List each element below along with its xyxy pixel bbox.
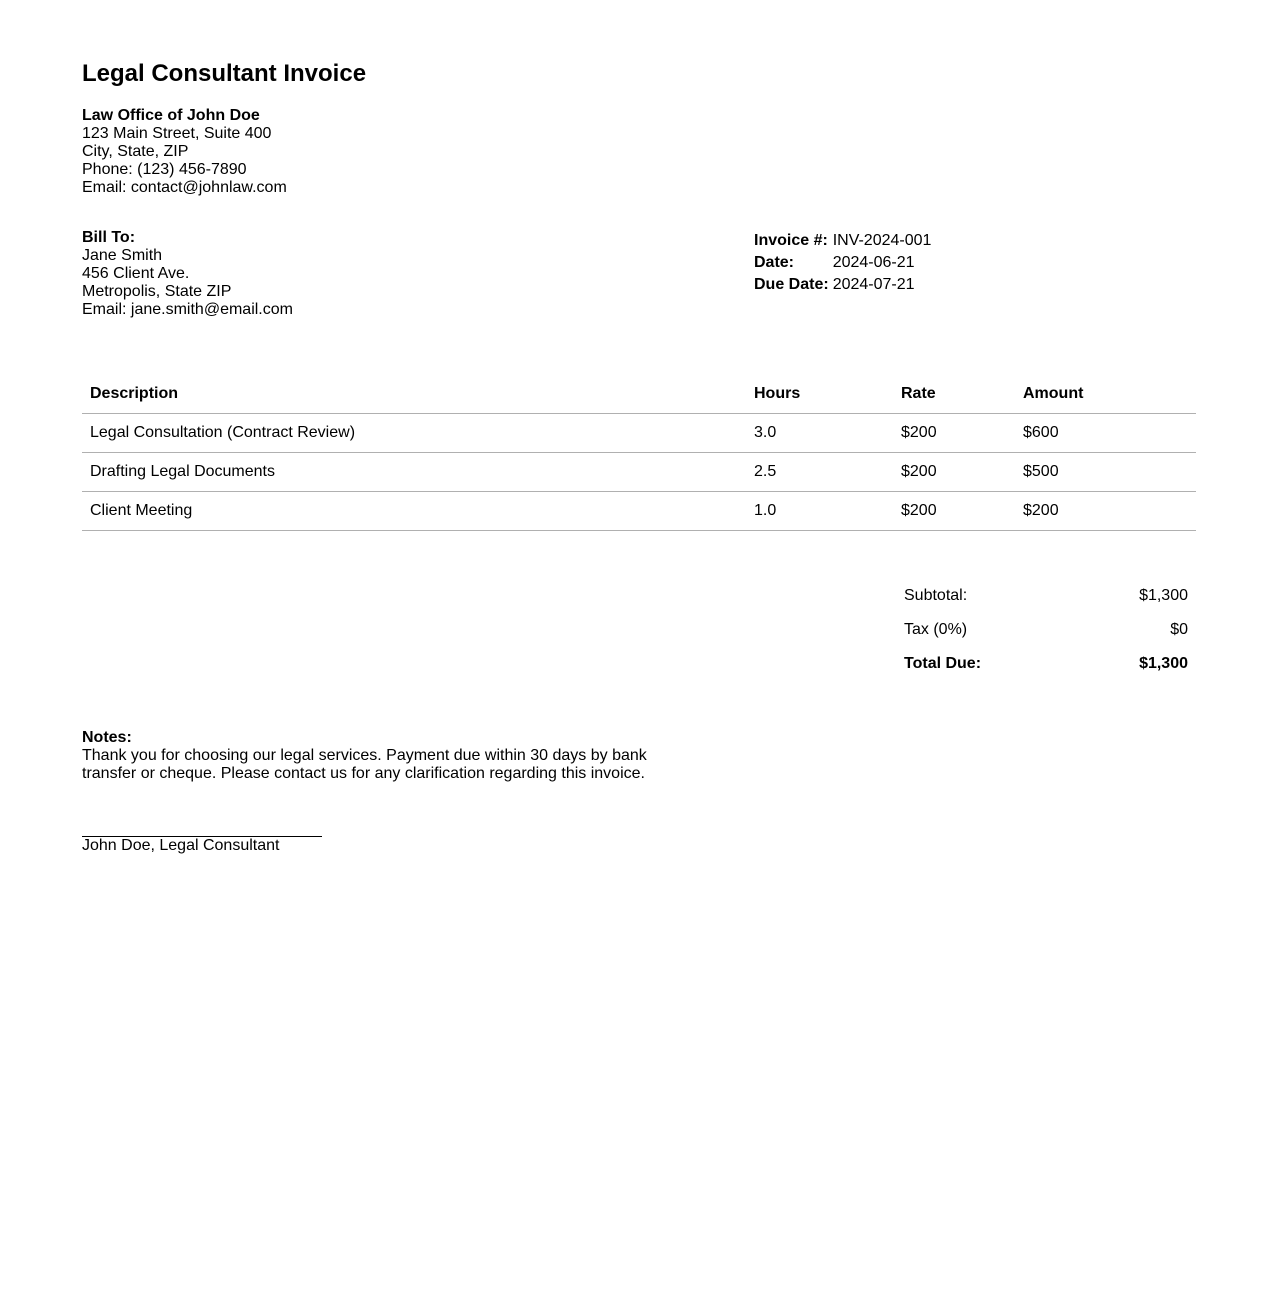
item-rate: $200	[893, 414, 1015, 453]
firm-email: Email: contact@johnlaw.com	[82, 179, 287, 196]
firm-address-line2: City, State, ZIP	[82, 143, 189, 160]
invoice-date-row	[754, 252, 931, 274]
signature-name: John Doe, Legal Consultant	[82, 837, 280, 854]
table-row	[82, 414, 1196, 453]
firm-info	[82, 107, 287, 197]
totals-table	[896, 579, 1196, 681]
item-amount: $500	[1015, 453, 1196, 492]
client-email: Email: jane.smith@email.com	[82, 301, 293, 318]
tax-label: Tax (0%)	[904, 621, 968, 638]
total-due-label: Total Due:	[904, 655, 982, 672]
signature-block	[82, 820, 322, 855]
invoice-number-row	[754, 230, 931, 252]
table-header-row	[82, 375, 1196, 414]
total-due-value: $1,300	[1139, 655, 1188, 672]
firm-phone: Phone: (123) 456-7890	[82, 161, 247, 178]
bill-to-label: Bill To:	[82, 229, 136, 246]
firm-name: Law Office of John Doe	[82, 107, 260, 124]
item-description: Legal Consultation (Contract Review)	[82, 414, 746, 453]
subtotal-label: Subtotal:	[904, 587, 968, 604]
invoice-date: 2024-06-21	[832, 254, 915, 271]
column-header-description: Description	[82, 375, 746, 414]
notes-text: Thank you for choosing our legal services. Payment due within 30 days by bank transfer or cheque. Please contact us for any clarification regarding this invoice.	[82, 747, 647, 782]
item-hours: 1.0	[746, 492, 893, 531]
table-row	[82, 492, 1196, 531]
notes-section	[82, 729, 662, 783]
client-name: Jane Smith	[82, 247, 163, 264]
tax-value: $0	[1170, 621, 1188, 638]
due-date-row	[754, 274, 931, 296]
item-description: Drafting Legal Documents	[82, 453, 746, 492]
column-header-rate: Rate	[893, 375, 1015, 414]
item-rate: $200	[893, 492, 1015, 531]
due-date-label: Due Date:	[754, 276, 829, 293]
client-address-line1: 456 Client Ave.	[82, 265, 190, 282]
item-rate: $200	[893, 453, 1015, 492]
notes-label: Notes:	[82, 729, 132, 746]
invoice-number: INV-2024-001	[832, 232, 932, 249]
item-description: Client Meeting	[82, 492, 746, 531]
column-header-hours: Hours	[746, 375, 893, 414]
table-row	[82, 453, 1196, 492]
total-due-row	[896, 647, 1196, 681]
subtotal-row	[896, 579, 1196, 613]
item-hours: 2.5	[746, 453, 893, 492]
invoice-number-label: Invoice #:	[754, 232, 828, 249]
subtotal-value: $1,300	[1139, 587, 1188, 604]
due-date: 2024-07-21	[832, 276, 915, 293]
item-amount: $600	[1015, 414, 1196, 453]
signature-line	[82, 820, 322, 837]
client-address-line2: Metropolis, State ZIP	[82, 283, 232, 300]
invoice-date-label: Date:	[754, 254, 795, 271]
bill-to	[82, 229, 293, 319]
item-hours: 3.0	[746, 414, 893, 453]
item-amount: $200	[1015, 492, 1196, 531]
page-title: Legal Consultant Invoice	[82, 60, 367, 87]
column-header-amount: Amount	[1015, 375, 1196, 414]
line-items-table	[82, 375, 1196, 531]
firm-address-line1: 123 Main Street, Suite 400	[82, 125, 272, 142]
tax-row	[896, 613, 1196, 647]
invoice-meta	[754, 230, 931, 296]
